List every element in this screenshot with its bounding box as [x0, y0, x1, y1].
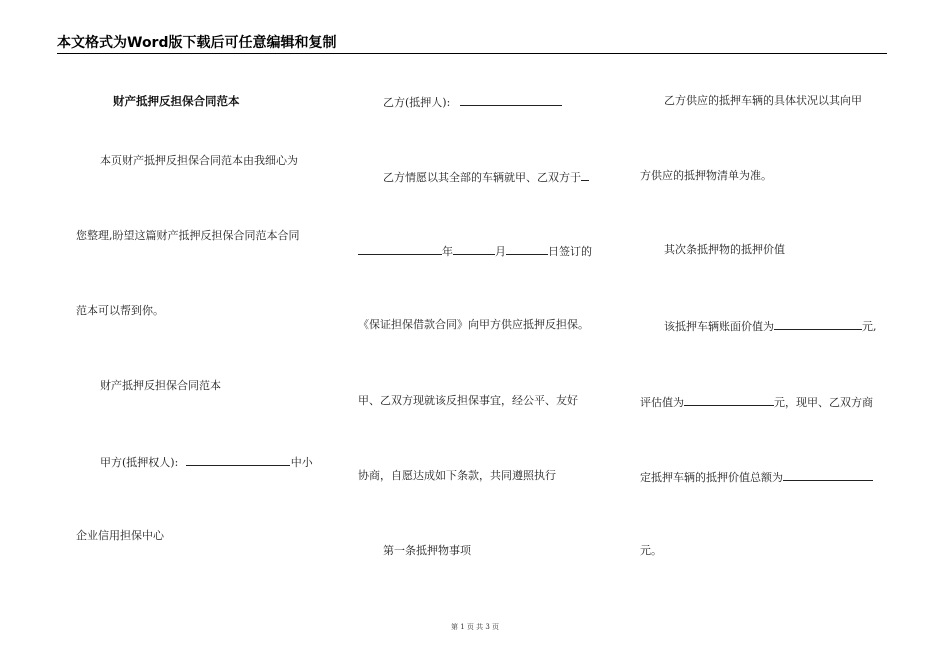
- document-title: 财产抵押反担保合同范本: [113, 94, 240, 108]
- appraisal-label: 评估值为: [640, 396, 684, 409]
- contract-subtitle: 财产抵押反担保合同范本: [100, 379, 221, 392]
- intro-line-3: 范本可以帮到你。: [76, 304, 164, 317]
- intro-line-2: 您整理,盼望这篇财产抵押反担保合同范本合同: [76, 229, 300, 242]
- day-label: 日签订的: [548, 245, 592, 258]
- month-blank: [453, 243, 495, 255]
- right-line-2: 方供应的抵押物清单为准。: [640, 169, 772, 182]
- right-line-1: 乙方供应的抵押车辆的具体状况以其向甲: [664, 94, 862, 107]
- middle-para-1-blank: [581, 169, 589, 181]
- book-value-line: [664, 318, 877, 334]
- middle-para-2: 《保证担保借款合同》向甲方供应抵押反担保。: [358, 318, 589, 331]
- middle-para-1: [383, 169, 589, 185]
- party-b-blank: [460, 94, 562, 106]
- year-label: 年: [442, 245, 453, 258]
- day-blank: [506, 243, 548, 255]
- mortgage-total-label: 定抵押车辆的抵押价值总额为: [640, 471, 783, 484]
- article-1-heading: 第一条抵押物事项: [383, 544, 471, 557]
- party-b-label: 乙方(抵押人):: [383, 96, 451, 109]
- party-a-line: [100, 454, 313, 470]
- middle-para-4: 协商，自愿达成如下条款，共同遵照执行: [358, 469, 556, 482]
- book-value-unit: 元,: [862, 320, 877, 333]
- party-a-blank: [186, 454, 290, 466]
- page-footer: 第 1 页 共 3 页: [450, 623, 500, 631]
- header-rule: [57, 53, 887, 54]
- mortgage-total-line: [640, 469, 873, 485]
- party-a-label: 甲方(抵押权人):: [100, 456, 179, 469]
- year-blank: [358, 243, 442, 255]
- date-line: [358, 243, 592, 259]
- article-2-heading: 其次条抵押物的抵押价值: [664, 243, 785, 256]
- party-a-organization: 企业信用担保中心: [76, 529, 164, 542]
- mortgage-total-unit: 元。: [640, 544, 662, 557]
- month-label: 月: [495, 245, 506, 258]
- page-header: 本文格式为Word版下载后可任意编辑和复制: [57, 35, 337, 51]
- middle-para-3: 甲、乙双方现就该反担保事宜，经公平、友好: [358, 394, 578, 407]
- book-value-blank: [774, 318, 862, 330]
- appraisal-suffix: 元，现甲、乙双方商: [774, 396, 873, 409]
- party-a-suffix: 中小: [290, 456, 313, 469]
- intro-line-1: 本页财产抵押反担保合同范本由我细心为: [100, 154, 298, 167]
- appraisal-line: [640, 394, 873, 410]
- party-b-line: [383, 94, 562, 110]
- appraisal-blank: [684, 394, 774, 406]
- mortgage-total-blank: [783, 469, 873, 481]
- book-value-label: 该抵押车辆账面价值为: [664, 320, 774, 333]
- middle-para-1-text: 乙方情愿以其全部的车辆就甲、乙双方于: [383, 171, 581, 184]
